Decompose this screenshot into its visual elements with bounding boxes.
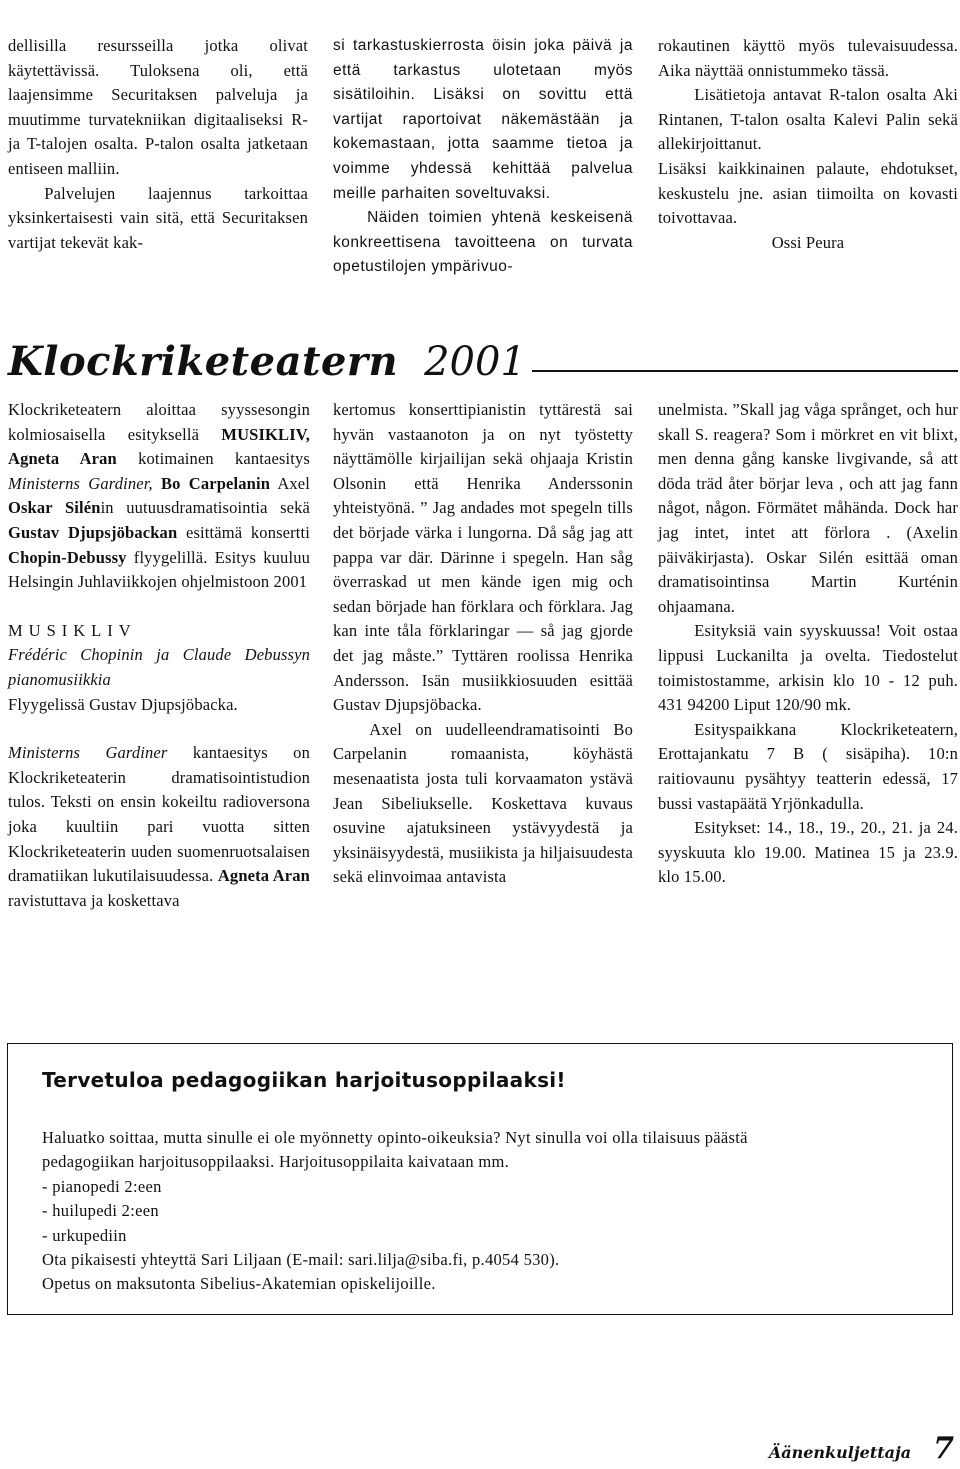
text: flyygelillä. Esitys kuuluu Helsingin Juhlaviikkojen ohjelmistoon 2001 <box>8 547 310 592</box>
announcement-line: - huilupedi 2:een <box>42 1201 159 1221</box>
text-bold: Chopin-Debussy <box>8 547 127 567</box>
article-column-3 <box>658 398 958 890</box>
paragraph: dellisilla resursseilla jotka olivat käytettävissä. Tuloksena oli, että laajensimme Securitaksen palveluja ja muutimme turvatekniikan digitaaliseksi R- ja T-talojen osalta. P-talon osalta jatketaan entiseen malliin. <box>8 36 308 178</box>
text-italic: Ministerns Gardiner <box>8 743 168 763</box>
spacer <box>8 595 310 619</box>
author-signature: Ossi Peura <box>771 232 845 252</box>
text-italic: Ministerns Gardiner, <box>8 473 153 493</box>
top-article-column-2 <box>333 34 633 280</box>
paragraph: Esitykset: 14., 18., 19., 20., 21. ja 24. syyskuuta klo 19.00. Matinea 15 ja 23.9. klo 15.00. <box>658 818 958 887</box>
announcement-box <box>7 1043 953 1315</box>
paragraph: kertomus konserttipianistin tyttärestä sai hyvän vastaanoton ja on nyt työstetty näyttämölle kirjailijan sekä ohjaaja Kristin Olsonin että Henrika Anderssonin yhteistyönä. ” Jag andades mot spegeln tills det började värka i lungorna. Då såg jag att pappa var där. Därinne i spegeln. Han såg överraskad ut men kände igen mig och sedan började han förklara och förklara. Jag kan inte tåla förklaringar — så jag gjorde det jag måste.” Tyttären roolissa Henrika Andersson. Isän musiikkiosuuden esittää Gustav Djupsjöbacka. <box>333 400 633 715</box>
text: esittämä konsertti <box>177 522 310 542</box>
text-bold: Oskar Silén <box>8 498 101 518</box>
program-line: Frédéric Chopinin ja Claude Debussyn pianomusiikkia <box>8 645 310 689</box>
program-title: MUSIKLIV <box>8 620 137 640</box>
paragraph: Esityksiä vain syyskuussa! Voit ostaa lippusi Luckanilta ja ovelta. Tiedostelut toimistostamme, arkisin klo 10 - 12 puh. 431 94200 Liput 120/90 mk. <box>658 621 958 715</box>
text-bold: MUSIKLIV, Agneta Aran <box>8 424 310 469</box>
announcement-line: - urkupediin <box>42 1225 127 1245</box>
text <box>153 474 161 493</box>
text: Axel <box>270 473 311 493</box>
paragraph: Lisätietoja antavat R-talon osalta Aki Rintanen, T-talon osalta Kalevi Palin sekä allekirjoittanut. <box>658 85 958 154</box>
heading-title: Klockriketeatern <box>8 338 399 385</box>
announcement-line: Opetus on maksutonta Sibelius-Akatemian opiskelijoille. <box>42 1274 436 1294</box>
article-column-1 <box>8 398 310 913</box>
intro-paragraph <box>8 398 310 595</box>
text-bold: Bo Carpelanin <box>160 473 271 493</box>
text: kantaesitys on Klockriketeaterin dramatisointistudion tulos. Teksti on ensin kokeiltu radioversona joka kuultiin pari vuotta sitten Klockriketeaterin uuden suomenruotsalaisen dramatiikan lukutilaisuudessa. <box>8 743 310 886</box>
text: in uutuusdramatisointia sekä <box>100 498 311 518</box>
program-line: Flyygelissä Gustav Djupsjöbacka. <box>8 694 238 714</box>
paragraph: Palvelujen laajennus tarkoittaa yksinkertaisesti vain sitä, että Securitaksen vartijat tekevät kak- <box>8 183 308 252</box>
announcement-line: Haluatko soittaa, mutta sinulle ei ole myönnetty opinto-oikeuksia? Nyt sinulla voi olla tilaisuus päästä <box>42 1128 748 1147</box>
paragraph: Axel on uudelleendramatisointi Bo Carpelanin romaanista, köyhästä mesenaatista josta tuli korvaamaton ystävä Jean Sibeliukselle. Koskettava kuvaus osuvine ajatuksineen ystävyydestä ja yksinäisyydestä, musiikista ja hiljaisuudesta sekä elinvoimaa antavista <box>333 719 633 887</box>
page-footer <box>769 1431 954 1466</box>
page-number: 7 <box>933 1431 954 1466</box>
paragraph <box>8 741 310 913</box>
text: Klockriketeatern aloittaa syyssesongin kolmiosaisella esityksellä <box>8 400 310 444</box>
article-column-2 <box>333 398 633 890</box>
top-article-column-3 <box>658 34 958 255</box>
heading-year: 2001 <box>424 339 526 385</box>
text: ravistuttava ja koskettava <box>8 890 180 910</box>
section-heading <box>8 324 958 384</box>
paragraph: Näiden toimien yhtenä keskeisenä konkreettisena tavoitteena on turvata opetustilojen ympärivuo- <box>333 209 633 276</box>
paragraph: rokautinen käyttö myös tulevaisuudessa. Aika näyttää onnistummeko tässä. <box>658 36 958 80</box>
heading-rule <box>532 370 958 372</box>
spacer <box>8 717 310 741</box>
magazine-name: Äänenkuljettaja <box>768 1443 912 1462</box>
paragraph: Esityspaikkana Klockriketeatern, Erottajankatu 7 B ( sisäpiha). 10:n raitiovaunu pysähtyy teatterin edessä, 17 bussi vastapäätä Yrjönkadulla. <box>658 719 958 813</box>
paragraph: Lisäksi kaikkinainen palaute, ehdotukset, keskustelu jne. asian tiimoilta on kovasti toivottavaa. <box>658 158 958 228</box>
text-bold: Agneta Aran <box>217 866 310 886</box>
announcement-body <box>42 1126 922 1297</box>
announcement-line: - pianopedi 2:een <box>42 1176 162 1196</box>
paragraph: si tarkastuskierrosta öisin joka päivä ja että tarkastus ulotetaan myös sisätiloihin. Lisäksi on sovittu että vartijat raportoivat näkemästään ja kokemastaan, jotta saamme tietoa ja voimme yhdessä kehittää palvelua meille parhaiten soveltuvaksi. <box>333 37 633 202</box>
paragraph: unelmista. ”Skall jag våga språnget, och hur skall S. reagera? Som i mörkret en vit blixt, men denna gång kanske livgivande, så att döda träd åter börjar leva , och att jag fann något, någon. Förmätet måhända. Dock har jag intet, intet att förlora . (Axelin päiväkirjasta). Oskar Silén esittää oman dramatisointinsa Martin Kurténin ohjaamana. <box>658 400 958 616</box>
announcement-title: Tervetuloa pedagogiikan harjoitusoppilaaksi! <box>42 1068 566 1092</box>
text-bold: Gustav Djupsjöbackan <box>8 522 178 542</box>
announcement-line: pedagogiikan harjoitusoppilaaksi. Harjoitusoppilaita kaivataan mm. <box>42 1152 510 1172</box>
announcement-line: Ota pikaisesti yhteyttä Sari Liljaan (E-mail: sari.lilja@siba.fi, p.4054 530). <box>42 1250 560 1270</box>
text: kotimainen kantaesitys <box>116 449 310 469</box>
top-article-column-1 <box>8 34 308 255</box>
